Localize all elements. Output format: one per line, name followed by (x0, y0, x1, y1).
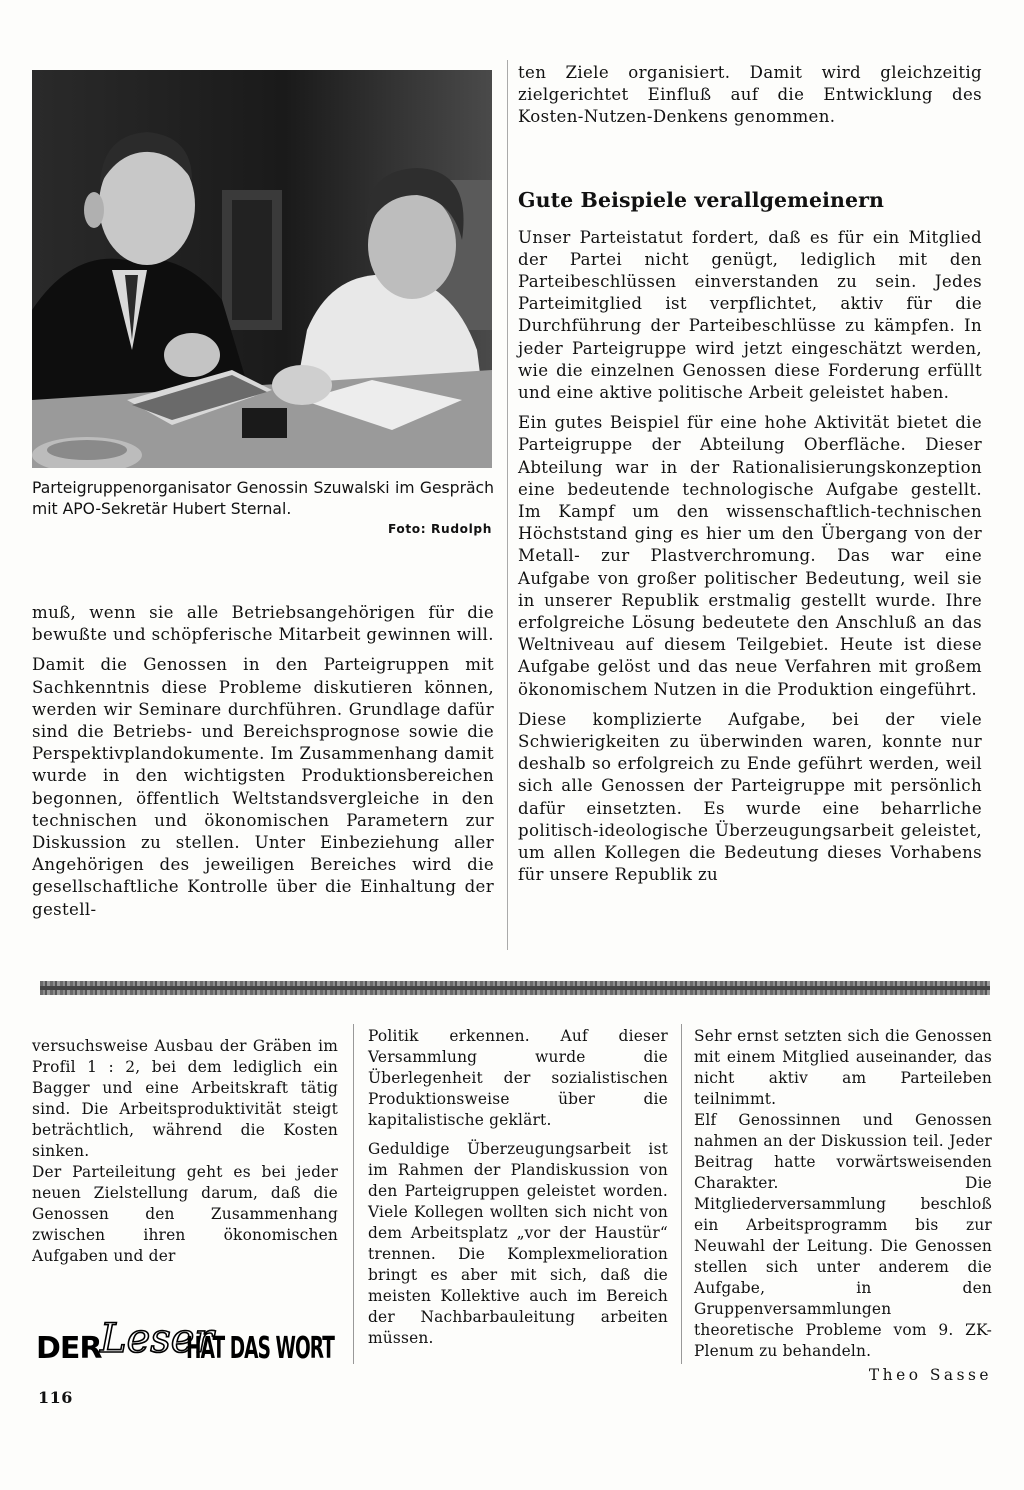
photo-caption: Parteigruppenorganisator Genossin Szuwalski im Gespräch mit APO-Sekretär Hubert Sternal. (32, 479, 494, 518)
paragraph: Diese komplizierte Aufgabe, bei der viele Schwierigkeiten zu überwinden waren, konnte nur deshalb so erfolgreich zu Ende geführt werden, weil sich alle Genossen der Parteigruppe mit persönlich dafür einsetzten. Es wurde eine beharrliche politisch-ideologische Überzeugungsarbeit geleistet, um allen Kollegen die Bedeutung dieses Vorhabens für unsere Republik zu (518, 709, 982, 885)
paragraph: Unser Parteistatut fordert, daß es für ein Mitglied der Partei nicht genügt, lediglich mit den Parteibeschlüssen einverstanden zu sein. Jedes Parteimitglied ist verpflichtet, aktiv für die Durchführung der Parteibeschlüsse zu kämpfen. In jeder Parteigruppe wird jetzt eingeschätzt werden, wie die einzelnen Genossen diese Forderung erfüllt und eine aktive politische Arbeit geleistet haben. (518, 227, 982, 403)
section-heading: Gute Beispiele verallgemeinern (518, 187, 885, 212)
paragraph: Politik erkennen. Auf dieser Versammlung wurde die Überlegenheit der sozialistischen Produktionsweise über die kapitalistische geklärt. (368, 1027, 668, 1129)
author-signature: Theo Sasse (868, 1366, 992, 1384)
photo-credit: Foto: Rudolph (387, 522, 492, 536)
column-divider (681, 1024, 682, 1364)
column-2 (518, 62, 982, 887)
column-1 (32, 602, 494, 921)
section-divider (40, 981, 990, 995)
paragraph: muß, wenn sie alle Betriebsangehörigen für die bewußte und schöpferische Mitarbeit gewinnen will. (32, 603, 494, 645)
column-divider (507, 60, 508, 950)
column-divider (353, 1024, 354, 1364)
lower-column-1 (32, 1036, 338, 1267)
rubric-part-3: HAT DAS WORT (186, 1331, 336, 1366)
paragraph: versuchsweise Ausbau der Gräben im Profil 1 : 2, bei dem lediglich ein Bagger und eine Arbeitskraft tätig sind. Die Arbeitsproduktivität steigt beträchtlich, während die Kosten sinken. (32, 1037, 338, 1160)
rubric-logo-graphic (36, 1310, 336, 1370)
paragraph: Sehr ernst setzten sich die Genossen mit einem Mitglied auseinander, das nicht aktiv am Parteileben teilnimmt. (694, 1027, 992, 1108)
article-photo (32, 70, 492, 468)
paragraph: ten Ziele organisiert. Damit wird gleichzeitig zielgerichtet Einfluß auf die Entwicklung des Kosten-Nutzen-Denkens genommen. (518, 63, 982, 127)
photo-illustration (32, 70, 492, 468)
paragraph: Geduldige Überzeugungsarbeit ist im Rahmen der Plandiskussion von den Parteigruppen geleistet worden. Viele Kollegen wollten sich nicht von dem Arbeitsplatz „vor der Haustür“ trennen. Die Komplexmelioration bringt es aber mit sich, daß die meisten Kollektive auch im Bereich der Nachbarbauleitung arbeiten müssen. (368, 1140, 668, 1347)
lower-column-3 (694, 1026, 992, 1384)
rubric-part-2: Leser (100, 1316, 214, 1362)
paragraph: Der Parteileitung geht es bei jeder neuen Zielstellung darum, daß die Genossen den Zusammenhang zwischen ihren ökonomischen Aufgaben und der (32, 1163, 338, 1265)
page-number: 116 (38, 1388, 73, 1407)
paragraph: Damit die Genossen in den Parteigruppen mit Sachkenntnis diese Probleme diskutieren können, werden wir Seminare durchführen. Grundlage dafür sind die Betriebs- und Bereichsprognose sowie die Perspektivplandokumente. Im Zusammenhang damit wurde in den wichtigsten Produktionsbereichen begonnen, öffentlich Weltstandsvergleiche in den technischen und ökonomischen Parametern zur Diskussion zu stellen. Unter Einbeziehung aller Angehörigen des jeweiligen Bereiches wird die gesellschaftliche Kontrolle über die Einhaltung der gestell- (32, 655, 494, 919)
rubric-logo (36, 1310, 336, 1370)
rubric-part-1: DER (36, 1331, 102, 1366)
lower-column-2 (368, 1026, 668, 1349)
paragraph: Elf Genossinnen und Genossen nahmen an der Diskussion teil. Jeder Beitrag hatte vorwärtsweisenden Charakter. Die Mitgliederversammlung beschloß ein Arbeitsprogramm bis zur Neuwahl der Leitung. Die Genossen stellen sich unter anderem die Aufgabe, in den Gruppenversammlungen theoretische Probleme vom 9. ZK-Plenum zu behandeln. (694, 1111, 992, 1360)
paragraph: Ein gutes Beispiel für eine hohe Aktivität bietet die Parteigruppe der Abteilung Oberfläche. Dieser Abteilung war in der Rationalisierungskonzeption eine bedeutende technologische Aufgabe gestellt. Im Kampf um den wissenschaftlich-technischen Höchststand ging es hier um den Übergang von der Metall- zur Plastverchromung. Das war eine Aufgabe von großer politischer Bedeutung, weil sie in unserer Republik erstmalig gestellt wurde. Ihre erfolgreiche Lösung bedeutete den Anschluß an das Weltniveau auf diesem Teilgebiet. Heute ist diese Aufgabe gelöst und das neue Verfahren mit großem ökonomischem Nutzen in die Produktion eingeführt. (518, 413, 982, 699)
